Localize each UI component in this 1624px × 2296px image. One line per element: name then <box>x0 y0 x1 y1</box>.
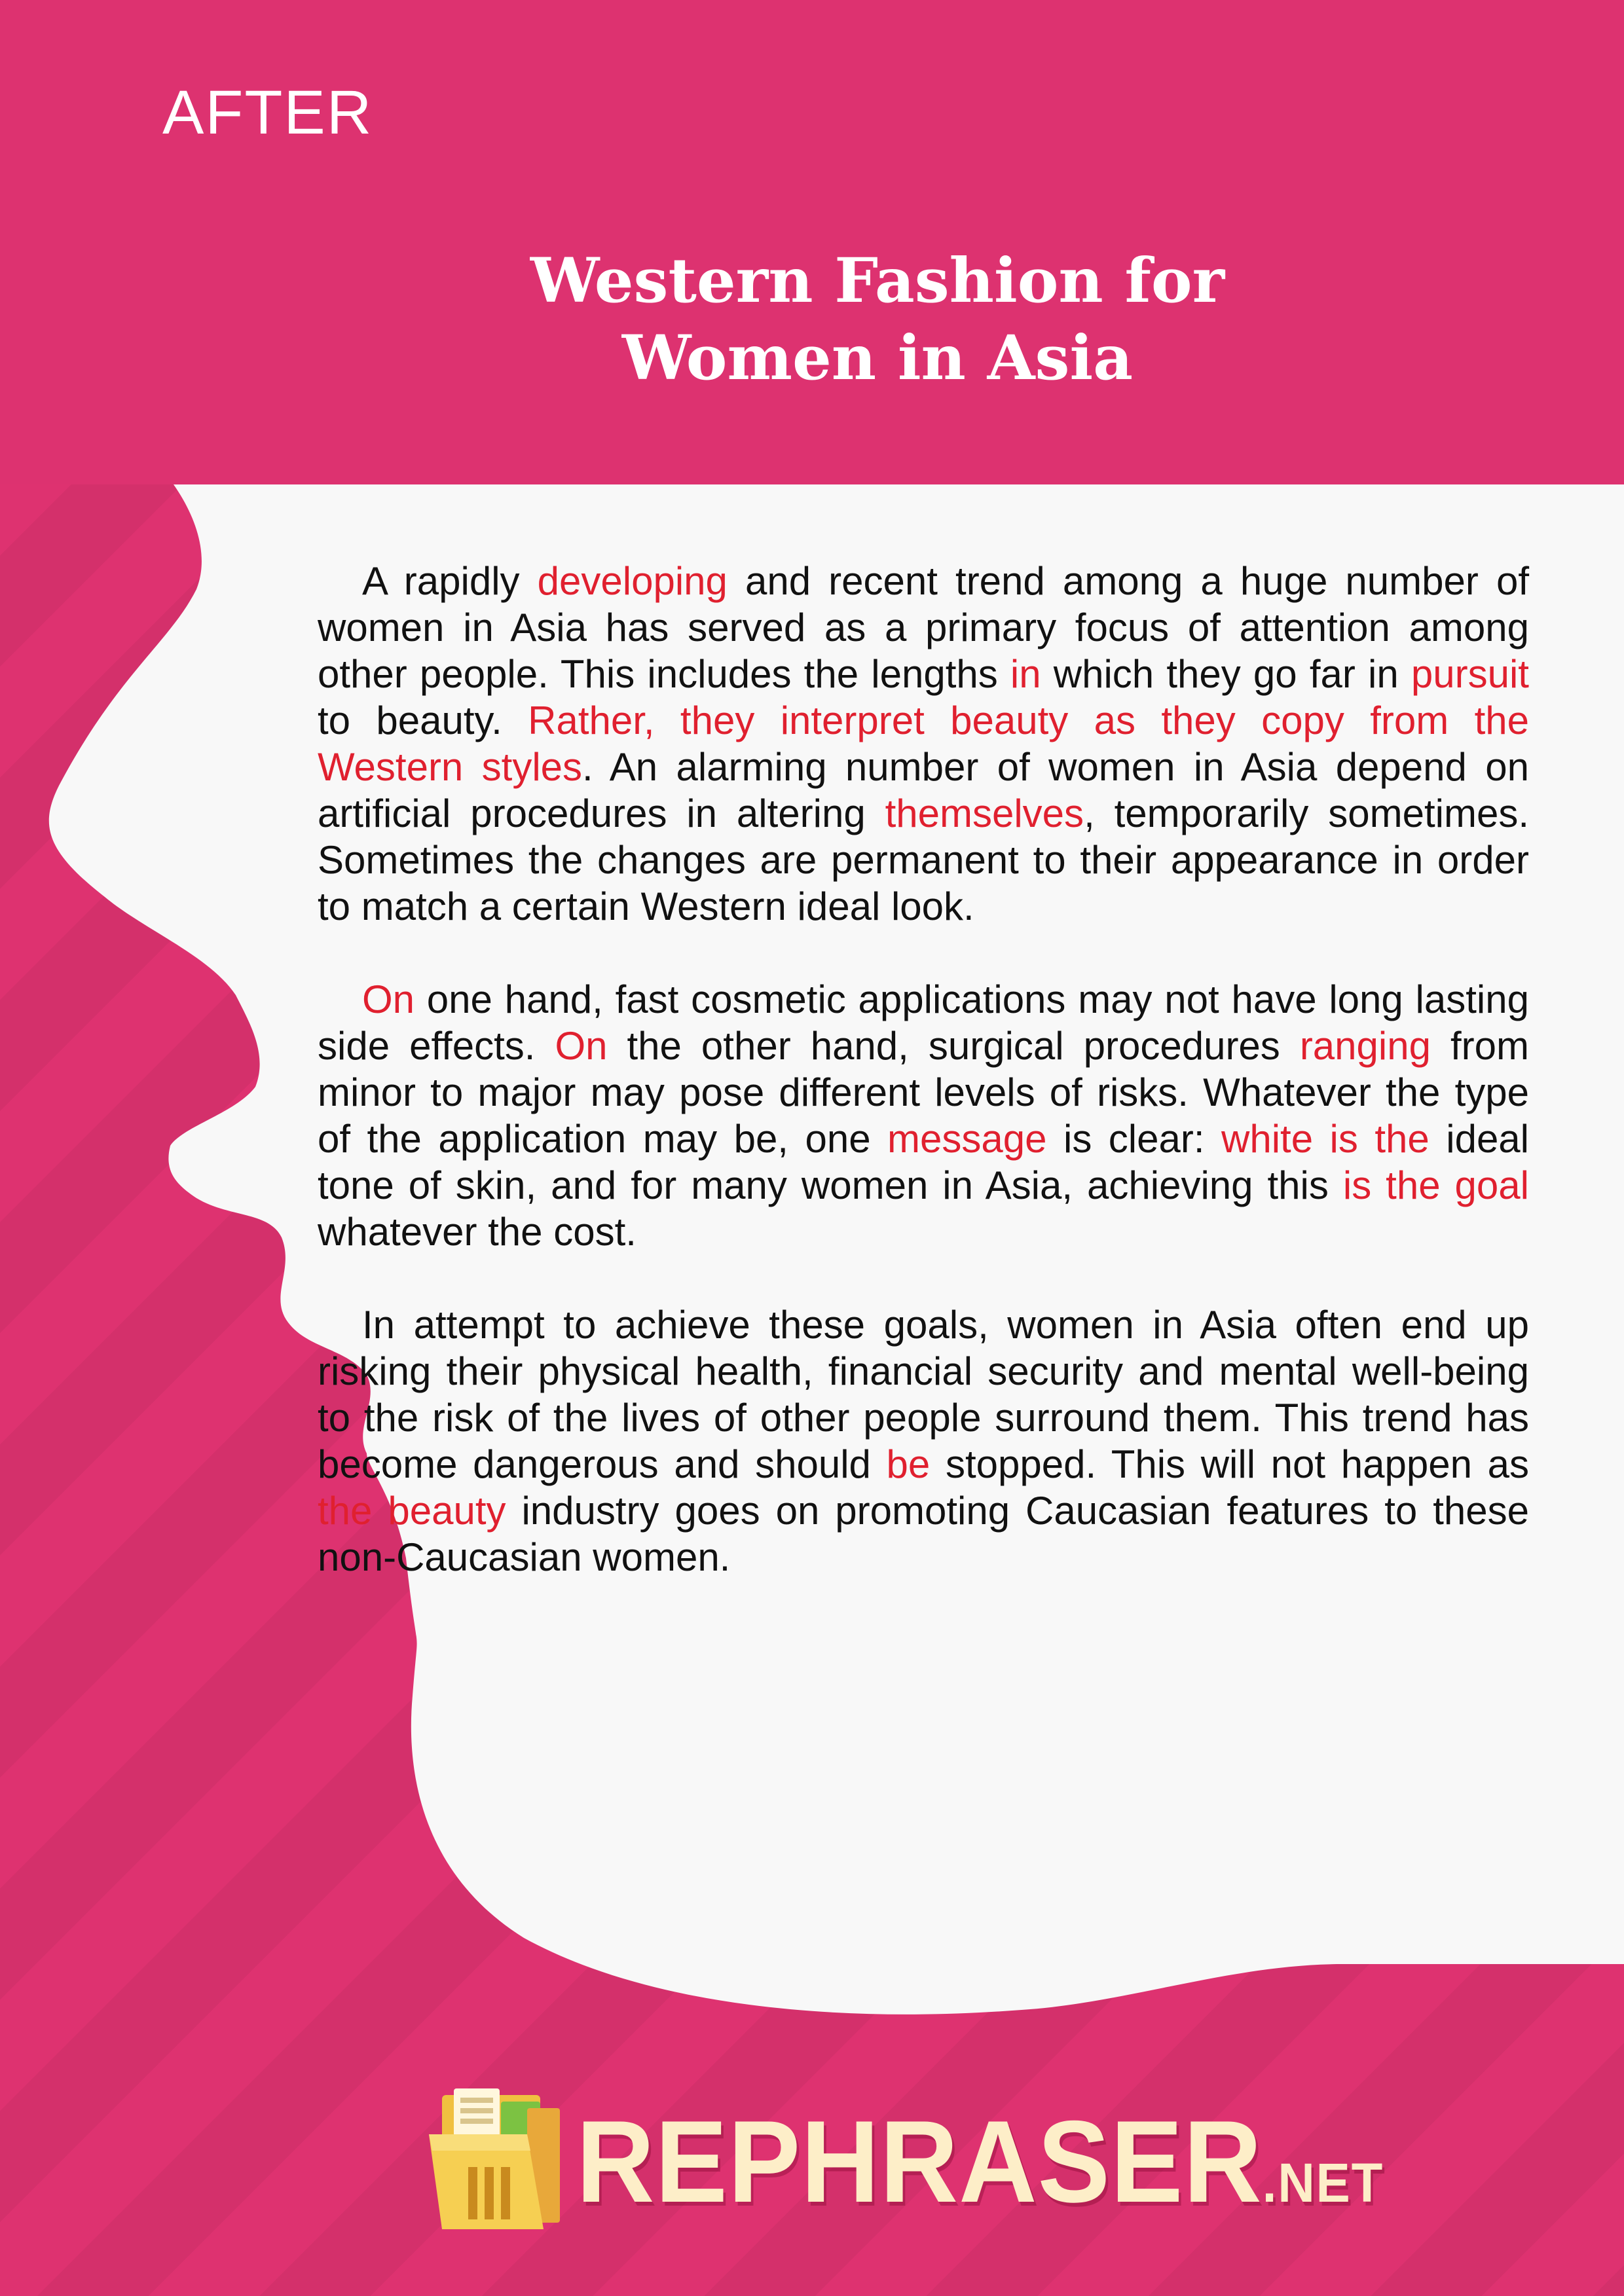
body-text-segment: In attempt to achieve these goals, women in Asia often end up risking their physical health, financial security and mental well-being to the risk of the lives of other people surround them. This trend has become dangerous and should <box>318 1303 1529 1486</box>
body-text-segment: stopped. This will not happen as <box>930 1442 1529 1486</box>
highlighted-text: in <box>1010 652 1041 696</box>
body-text-segment: is clear: <box>1046 1117 1221 1161</box>
highlighted-text: pursuit <box>1411 652 1529 696</box>
highlighted-text: developing <box>537 559 728 603</box>
body-text-segment: to beauty. <box>318 699 528 742</box>
logo-word: REPHRASER <box>576 2096 1263 2227</box>
highlighted-text: On <box>555 1024 608 1068</box>
highlighted-text: is the goal <box>1342 1163 1529 1207</box>
body-text-segment: from minor to major may pose different levels of risks. Whatever the type of the application may be, one <box>318 1024 1529 1161</box>
highlighted-text: be <box>886 1442 931 1486</box>
highlighted-text: themselves <box>885 792 1084 835</box>
highlighted-text: the beauty <box>318 1489 506 1533</box>
highlighted-text: ranging <box>1299 1024 1431 1068</box>
body-text-segment: and recent trend among a huge number of women in Asia has served as a primary focus of attention among other people. This includes the lengths <box>318 559 1530 696</box>
body-text-segment: the other hand, surgical procedures <box>607 1024 1300 1068</box>
article-body <box>318 558 1529 1627</box>
rephraser-logo <box>429 2082 1384 2232</box>
after-label: AFTER <box>162 78 373 147</box>
body-text-segment: . An alarming number of women in Asia depend on artificial procedures in altering <box>318 745 1529 835</box>
title-line-2: Women in Asia <box>621 322 1134 394</box>
body-text-segment: whatever the cost. <box>318 1210 637 1254</box>
body-text-segment: , temporarily sometimes. Sometimes the changes are permanent to their appearance in order to match a certain Western ideal look. <box>318 792 1529 928</box>
highlighted-text: Rather, they interpret beauty as they copy from the Western styles <box>318 699 1529 789</box>
title-line-1: Western Fashion for <box>530 245 1225 317</box>
highlighted-text: message <box>887 1117 1047 1161</box>
logo-wordmark <box>576 2096 1384 2248</box>
body-text-segment: A rapidly <box>362 559 538 603</box>
folder-documents-icon <box>429 2088 566 2232</box>
body-text-segment: one hand, fast cosmetic applications may not have long lasting side effects. <box>318 977 1529 1068</box>
highlighted-text: white is the <box>1221 1117 1430 1161</box>
body-text-segment: industry goes on promoting Caucasian features to these non-Caucasian women. <box>318 1489 1529 1579</box>
paragraph-2 <box>318 976 1529 1255</box>
highlighted-text: On <box>362 977 415 1021</box>
body-text-segment: which they go far in <box>1041 652 1411 696</box>
page-title <box>419 242 1336 397</box>
logo-tld: .NET <box>1262 2152 1384 2214</box>
body-text-segment: ideal tone of skin, and for many women in Asia, achieving this <box>318 1117 1530 1207</box>
paragraph-3 <box>318 1302 1529 1580</box>
paragraph-1 <box>318 558 1529 930</box>
